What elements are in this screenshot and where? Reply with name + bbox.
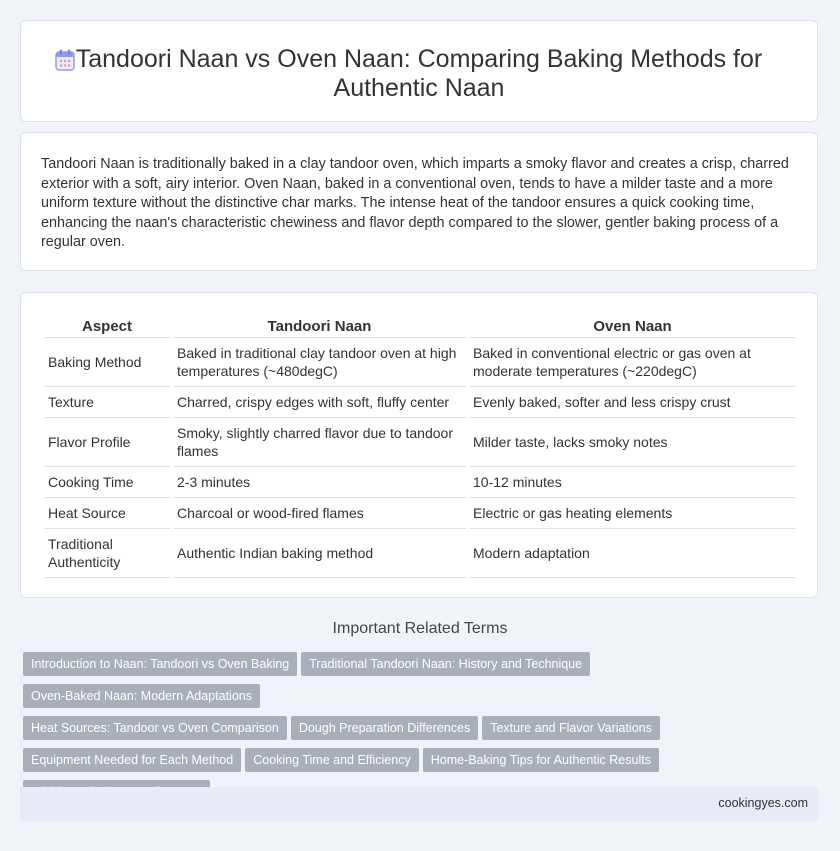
cell-tandoori: Authentic Indian baking method — [173, 529, 466, 578]
cell-aspect: Texture — [44, 387, 170, 418]
cell-oven: 10-12 minutes — [469, 467, 796, 498]
page-title: Tandoori Naan vs Oven Naan: Comparing Baking Methods for Authentic Naan — [75, 45, 763, 102]
related-term-tag[interactable]: Dough Preparation Differences — [291, 716, 478, 740]
table-row — [44, 338, 796, 387]
intro-card — [20, 132, 818, 271]
comparison-table-card — [20, 292, 818, 598]
cell-aspect: Baking Method — [44, 338, 170, 387]
cell-aspect: Cooking Time — [44, 467, 170, 498]
related-term-tag[interactable]: Introduction to Naan: Tandoori vs Oven Baking — [23, 652, 297, 676]
column-header-aspect: Aspect — [44, 315, 170, 338]
footer — [20, 787, 818, 821]
cell-tandoori: 2-3 minutes — [173, 467, 466, 498]
related-term-tag[interactable]: Cooking Time and Efficiency — [245, 748, 419, 772]
related-term-tag[interactable]: Heat Sources: Tandoor vs Oven Comparison — [23, 716, 287, 740]
table-row — [44, 387, 796, 418]
cell-oven: Evenly baked, softer and less crispy crust — [469, 387, 796, 418]
related-term-tag[interactable]: Equipment Needed for Each Method — [23, 748, 241, 772]
cell-oven: Modern adaptation — [469, 529, 796, 578]
cell-oven: Milder taste, lacks smoky notes — [469, 418, 796, 467]
cell-tandoori: Charred, crispy edges with soft, fluffy center — [173, 387, 466, 418]
table-row — [44, 529, 796, 578]
cell-aspect: Flavor Profile — [44, 418, 170, 467]
intro-paragraph: Tandoori Naan is traditionally baked in a clay tandoor oven, which imparts a smoky flavor and creates a crisp, charred exterior with a soft, airy interior. Oven Naan, baked in a conventional oven, tends to have a milder taste and a more uniform texture without the distinctive char marks. The intense heat of the tandoor ensures a quick cooking time, enhancing the naan's characteristic chewiness and flavor depth compared to the slower, gentler baking process of a regular oven. — [41, 156, 789, 251]
related-term-tag[interactable]: Home-Baking Tips for Authentic Results — [423, 748, 659, 772]
column-header-tandoori: Tandoori Naan — [173, 315, 466, 338]
related-terms-heading: Important Related Terms — [332, 620, 508, 637]
related-term-tag[interactable]: Traditional Tandoori Naan: History and Technique — [301, 652, 590, 676]
table-row — [44, 498, 796, 529]
comparison-table — [41, 315, 799, 578]
cell-aspect: Heat Source — [44, 498, 170, 529]
cell-oven: Electric or gas heating elements — [469, 498, 796, 529]
cell-oven: Baked in conventional electric or gas oven at moderate temperatures (~220degC) — [469, 338, 796, 387]
title-card — [20, 20, 818, 122]
table-row — [44, 418, 796, 467]
cell-tandoori: Smoky, slightly charred flavor due to tandoor flames — [173, 418, 466, 467]
table-row — [44, 467, 796, 498]
cell-tandoori: Baked in traditional clay tandoor oven at high temperatures (~480degC) — [173, 338, 466, 387]
cell-aspect: Traditional Authenticity — [44, 529, 170, 578]
related-term-tag[interactable]: Oven-Baked Naan: Modern Adaptations — [23, 684, 260, 708]
column-header-oven: Oven Naan — [469, 315, 796, 338]
cell-tandoori: Charcoal or wood-fired flames — [173, 498, 466, 529]
related-term-tag[interactable]: Texture and Flavor Variations — [482, 716, 660, 740]
table-header-row — [44, 315, 796, 338]
site-name[interactable]: cookingyes.com — [718, 796, 808, 810]
